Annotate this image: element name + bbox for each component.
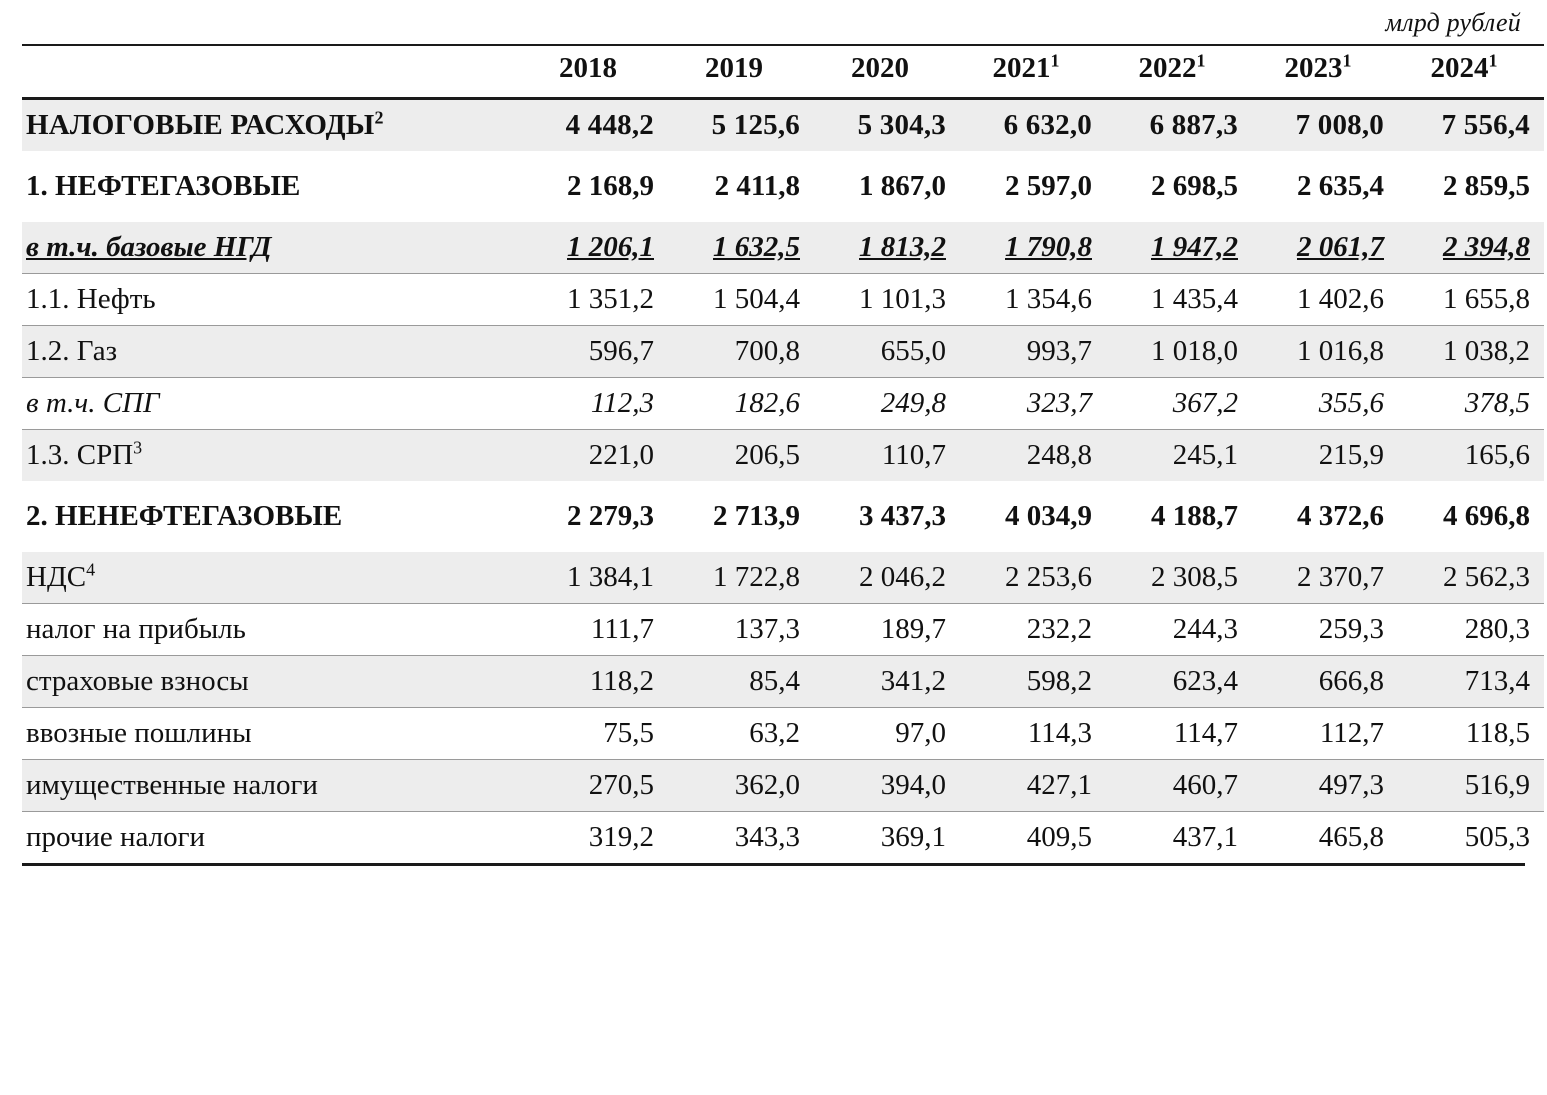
cell: 355,6	[1252, 378, 1398, 430]
cell: 1 384,1	[522, 552, 668, 604]
table-row	[22, 378, 1544, 430]
row-label: имущественные налоги	[22, 760, 522, 812]
cell: 1 018,0	[1106, 326, 1252, 378]
cell: 516,9	[1398, 760, 1544, 812]
year-label: 2024	[1430, 52, 1489, 84]
cell: 2 394,8	[1398, 222, 1544, 274]
cell: 465,8	[1252, 812, 1398, 864]
cell: 2 168,9	[522, 161, 668, 212]
year-label: 2021	[992, 52, 1051, 84]
cell: 1 038,2	[1398, 326, 1544, 378]
column-header-2021	[960, 45, 1106, 99]
table-row	[22, 161, 1544, 212]
cell: 2 597,0	[960, 161, 1106, 212]
cell: 1 867,0	[814, 161, 960, 212]
cell: 118,2	[522, 656, 668, 708]
table-row	[22, 812, 1544, 864]
year-label: 2020	[851, 52, 909, 84]
cell: 2 562,3	[1398, 552, 1544, 604]
row-label: 1. НЕФТЕГАЗОВЫЕ	[22, 161, 522, 212]
table-row	[22, 552, 1544, 604]
cell: 4 448,2	[522, 99, 668, 152]
cell: 497,3	[1252, 760, 1398, 812]
cell: 270,5	[522, 760, 668, 812]
year-note: 1	[1342, 50, 1352, 71]
cell: 232,2	[960, 604, 1106, 656]
column-header-2022	[1106, 45, 1252, 99]
table-header	[22, 45, 1544, 99]
cell: 427,1	[960, 760, 1106, 812]
cell: 666,8	[1252, 656, 1398, 708]
cell: 1 016,8	[1252, 326, 1398, 378]
row-label: НДС$^4$	[22, 552, 522, 604]
cell: 598,2	[960, 656, 1106, 708]
cell: 2 253,6	[960, 552, 1106, 604]
year-note: 1	[1488, 50, 1498, 71]
table-row	[22, 760, 1544, 812]
cell: 112,7	[1252, 708, 1398, 760]
row-label: налог на прибыль	[22, 604, 522, 656]
cell: 394,0	[814, 760, 960, 812]
table-row	[22, 99, 1544, 152]
cell: 137,3	[668, 604, 814, 656]
cell: 409,5	[960, 812, 1106, 864]
cell: 182,6	[668, 378, 814, 430]
table-row	[22, 708, 1544, 760]
cell: 2 046,2	[814, 552, 960, 604]
cell: 362,0	[668, 760, 814, 812]
cell: 4 696,8	[1398, 491, 1544, 542]
tax-expenditures-table	[22, 44, 1544, 863]
cell: 215,9	[1252, 430, 1398, 482]
cell: 248,8	[960, 430, 1106, 482]
cell: 460,7	[1106, 760, 1252, 812]
cell: 6 887,3	[1106, 99, 1252, 152]
table-row	[22, 491, 1544, 542]
cell: 655,0	[814, 326, 960, 378]
cell: 2 411,8	[668, 161, 814, 212]
cell: 97,0	[814, 708, 960, 760]
column-header-2018	[522, 45, 668, 99]
cell: 75,5	[522, 708, 668, 760]
column-header-label	[22, 45, 522, 99]
cell: 85,4	[668, 656, 814, 708]
cell: 206,5	[668, 430, 814, 482]
table-row	[22, 222, 1544, 274]
row-label: 2. НЕНЕФТЕГАЗОВЫЕ	[22, 491, 522, 542]
cell: 1 813,2	[814, 222, 960, 274]
cell: 2 698,5	[1106, 161, 1252, 212]
cell: 1 504,4	[668, 274, 814, 326]
year-note: 1	[1196, 50, 1206, 71]
cell: 2 279,3	[522, 491, 668, 542]
cell: 2 859,5	[1398, 161, 1544, 212]
cell: 4 034,9	[960, 491, 1106, 542]
cell: 5 125,6	[668, 99, 814, 152]
cell: 4 372,6	[1252, 491, 1398, 542]
row-spacer	[22, 151, 1544, 161]
cell: 5 304,3	[814, 99, 960, 152]
cell: 378,5	[1398, 378, 1544, 430]
cell: 110,7	[814, 430, 960, 482]
cell: 4 188,7	[1106, 491, 1252, 542]
cell: 1 655,8	[1398, 274, 1544, 326]
cell: 596,7	[522, 326, 668, 378]
column-header-2019	[668, 45, 814, 99]
cell: 3 437,3	[814, 491, 960, 542]
cell: 993,7	[960, 326, 1106, 378]
cell: 1 351,2	[522, 274, 668, 326]
cell: 1 206,1	[522, 222, 668, 274]
cell: 165,6	[1398, 430, 1544, 482]
cell: 221,0	[522, 430, 668, 482]
row-label: ввозные пошлины	[22, 708, 522, 760]
row-spacer	[22, 212, 1544, 222]
cell: 713,4	[1398, 656, 1544, 708]
cell: 323,7	[960, 378, 1106, 430]
cell: 7 556,4	[1398, 99, 1544, 152]
cell: 1 101,3	[814, 274, 960, 326]
column-header-2023	[1252, 45, 1398, 99]
cell: 1 435,4	[1106, 274, 1252, 326]
cell: 1 632,5	[668, 222, 814, 274]
row-label: НАЛОГОВЫЕ РАСХОДЫ$^2$	[22, 99, 522, 152]
cell: 114,7	[1106, 708, 1252, 760]
cell: 319,2	[522, 812, 668, 864]
year-note: 1	[1050, 50, 1060, 71]
cell: 249,8	[814, 378, 960, 430]
cell: 244,3	[1106, 604, 1252, 656]
year-label: 2018	[559, 52, 617, 84]
cell: 7 008,0	[1252, 99, 1398, 152]
cell: 367,2	[1106, 378, 1252, 430]
cell: 1 947,2	[1106, 222, 1252, 274]
cell: 341,2	[814, 656, 960, 708]
column-header-2024	[1398, 45, 1544, 99]
row-label: 1.1. Нефть	[22, 274, 522, 326]
cell: 623,4	[1106, 656, 1252, 708]
row-spacer	[22, 481, 1544, 491]
row-label: 1.2. Газ	[22, 326, 522, 378]
cell: 1 402,6	[1252, 274, 1398, 326]
table-bottom-rule	[22, 863, 1525, 866]
cell: 437,1	[1106, 812, 1252, 864]
cell: 2 308,5	[1106, 552, 1252, 604]
cell: 1 722,8	[668, 552, 814, 604]
units-note: млрд рублей	[1385, 8, 1521, 37]
year-label: 2023	[1284, 52, 1343, 84]
year-label: 2019	[705, 52, 763, 84]
cell: 259,3	[1252, 604, 1398, 656]
cell: 114,3	[960, 708, 1106, 760]
row-label: в т.ч. базовые НГД	[22, 222, 522, 274]
cell: 63,2	[668, 708, 814, 760]
cell: 2 370,7	[1252, 552, 1398, 604]
cell: 1 790,8	[960, 222, 1106, 274]
cell: 2 061,7	[1252, 222, 1398, 274]
cell: 189,7	[814, 604, 960, 656]
cell: 111,7	[522, 604, 668, 656]
column-header-2020	[814, 45, 960, 99]
cell: 245,1	[1106, 430, 1252, 482]
table-row	[22, 326, 1544, 378]
cell: 2 713,9	[668, 491, 814, 542]
row-label: в т.ч. СПГ	[22, 378, 522, 430]
cell: 6 632,0	[960, 99, 1106, 152]
table-row	[22, 656, 1544, 708]
table-row	[22, 604, 1544, 656]
table-body	[22, 99, 1544, 864]
table-row	[22, 430, 1544, 482]
cell: 2 635,4	[1252, 161, 1398, 212]
cell: 118,5	[1398, 708, 1544, 760]
year-label: 2022	[1138, 52, 1197, 84]
table-row	[22, 274, 1544, 326]
cell: 343,3	[668, 812, 814, 864]
cell: 700,8	[668, 326, 814, 378]
cell: 1 354,6	[960, 274, 1106, 326]
cell: 369,1	[814, 812, 960, 864]
row-label: 1.3. СРП$^3$	[22, 430, 522, 482]
row-label: прочие налоги	[22, 812, 522, 864]
cell: 112,3	[522, 378, 668, 430]
cell: 280,3	[1398, 604, 1544, 656]
row-spacer	[22, 542, 1544, 552]
row-label: страховые взносы	[22, 656, 522, 708]
cell: 505,3	[1398, 812, 1544, 864]
